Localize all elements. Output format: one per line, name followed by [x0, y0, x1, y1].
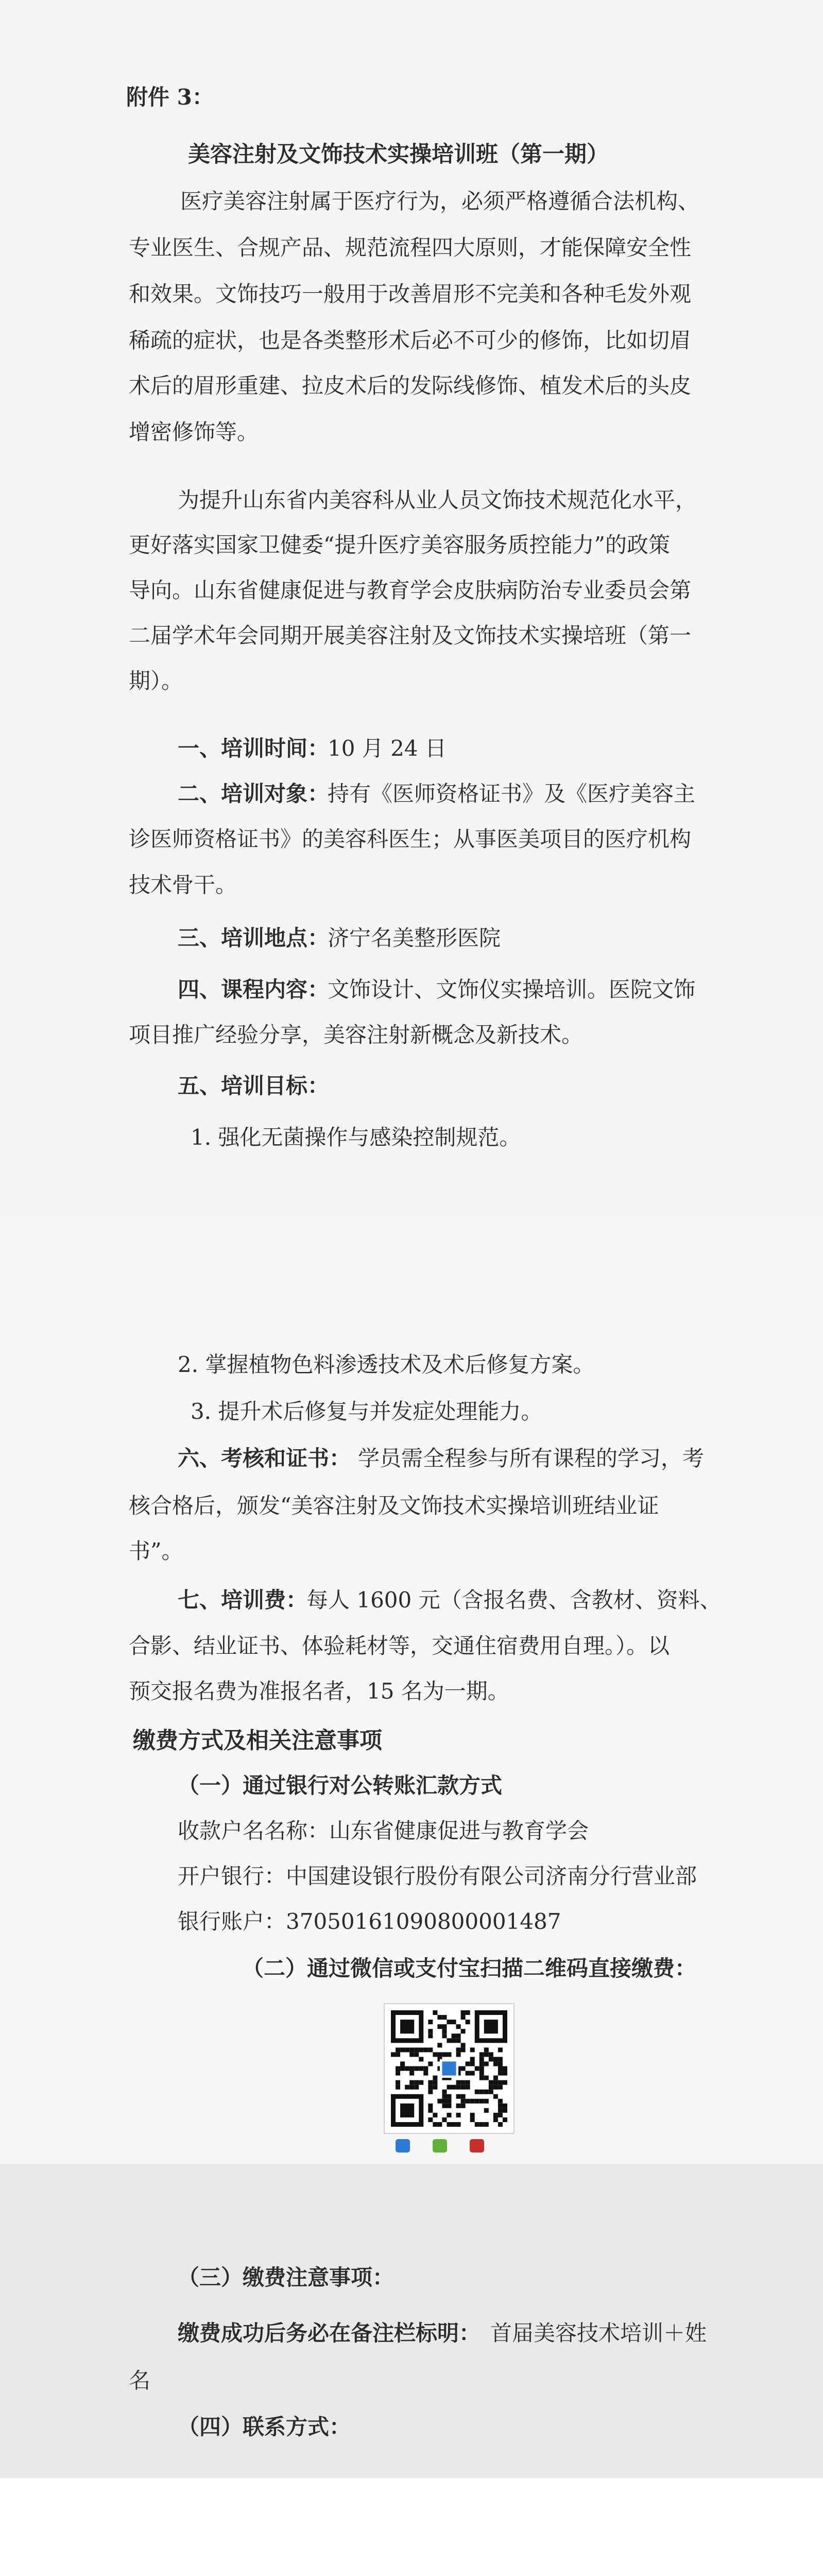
- qr-code-pattern: [391, 2010, 507, 2127]
- intro-line: 导向。山东省健康促进与教育学会皮肤病防治专业委员会第: [129, 578, 692, 603]
- intro-line: 专业医生、合规产品、规范流程四大原则，才能保障安全性: [129, 235, 692, 260]
- section-label: 三、培训地点：: [178, 925, 330, 951]
- intro-line: 期）。: [129, 668, 183, 693]
- alipay-icon: [396, 2139, 410, 2153]
- course-line: 项目推广经验分享，美容注射新概念及新技术。: [129, 1022, 584, 1047]
- notes-emphasis: 缴费成功后务必在备注栏标明：: [178, 2320, 481, 2346]
- payment-heading: 缴费方式及相关注意事项: [133, 1727, 382, 1754]
- fee-line: 合影、结业证书、体验耗材等，交通住宿费用自理。）。以: [129, 1633, 670, 1658]
- intro-line: 为提升山东省内美容科从业人员文饰技术规范化水平，: [178, 487, 697, 513]
- section-label: 二、培训对象：: [178, 781, 330, 806]
- fee-line: 每人 1600 元（含报名费、含教材、资料、: [306, 1587, 722, 1613]
- intro-line: 二届学术年会同期开展美容注射及文饰技术实操培班（第一: [129, 623, 692, 648]
- qr-payment-heading: （二）通过微信或支付宝扫描二维码直接缴费：: [242, 1956, 697, 1981]
- intro-line: 增密修饰等。: [129, 419, 259, 445]
- section-label: 四、课程内容：: [178, 977, 330, 1002]
- unionpay-icon: [470, 2139, 484, 2153]
- document-page-3: [0, 2478, 823, 2576]
- document-title: 美容注射及文饰技术实操培训班（第一期）: [188, 142, 609, 167]
- intro-line: 术后的眉形重建、拉皮术后的发际线修饰、植发术后的头皮: [129, 373, 692, 398]
- section-label: 六、考核和证书：: [178, 1446, 351, 1471]
- certificate-line: 核合格后，颁发“美容注射及文饰技术实操培训班结业证: [129, 1493, 659, 1518]
- section-label: 一、培训时间：: [178, 736, 330, 761]
- location-value: 济宁名美整形医院: [328, 925, 501, 951]
- contact-heading: （四）联系方式：: [178, 2414, 351, 2439]
- notes-text: 首届美容技术培训＋姓: [490, 2320, 707, 2346]
- course-line: 文饰设计、文饰仪实操培训。医院文饰: [328, 977, 696, 1002]
- intro-line: 和效果。文饰技巧一般用于改善眉形不完美和各种毛发外观: [129, 281, 692, 307]
- payment-notes-heading: （三）缴费注意事项：: [178, 2265, 395, 2290]
- section-label-goals: 五、培训目标：: [178, 1073, 330, 1098]
- goal-item: 2. 掌握植物色料渗透技术及术后修复方案。: [178, 1352, 595, 1377]
- certificate-line: 学员需全程参与所有课程的学习，考: [358, 1446, 705, 1471]
- bank-transfer-heading: （一）通过银行对公转账汇款方式: [178, 1773, 503, 1798]
- qr-code-icon[interactable]: [384, 2003, 515, 2134]
- notes-text: 名: [129, 2368, 151, 2393]
- section-label: 七、培训费：: [178, 1587, 308, 1613]
- intro-line: 稀疏的症状，也是各类整形术后必不可少的修饰，比如切眉: [129, 328, 692, 353]
- attachment-label: 附件 3：: [126, 84, 214, 110]
- audience-line: 持有《医师资格证书》及《医疗美容主: [328, 781, 696, 806]
- training-time-value: 10 月 24 日: [328, 736, 447, 761]
- bank-account: 银行账户：37050161090800001487: [178, 1909, 561, 1934]
- certificate-line: 书”。: [129, 1538, 183, 1564]
- intro-line: 医疗美容注射属于医疗行为，必须严格遵循合法机构、: [180, 189, 700, 214]
- payee-name: 收款户名名称：山东省健康促进与教育学会: [178, 1818, 589, 1843]
- fee-line: 预交报名费为准报名者，15 名为一期。: [129, 1679, 509, 1704]
- wechat-pay-icon: [433, 2139, 447, 2153]
- goal-item: 1. 强化无菌操作与感染控制规范。: [191, 1125, 521, 1150]
- audience-line: 技术骨干。: [129, 872, 237, 897]
- goal-item: 3. 提升术后修复与并发症处理能力。: [191, 1399, 543, 1424]
- bank-name: 开户银行：中国建设银行股份有限公司济南分行营业部: [178, 1863, 697, 1889]
- intro-line: 更好落实国家卫健委“提升医疗美容服务质控能力”的政策: [129, 532, 670, 557]
- audience-line: 诊医师资格证书》的美容科医生；从事医美项目的医疗机构: [129, 826, 692, 852]
